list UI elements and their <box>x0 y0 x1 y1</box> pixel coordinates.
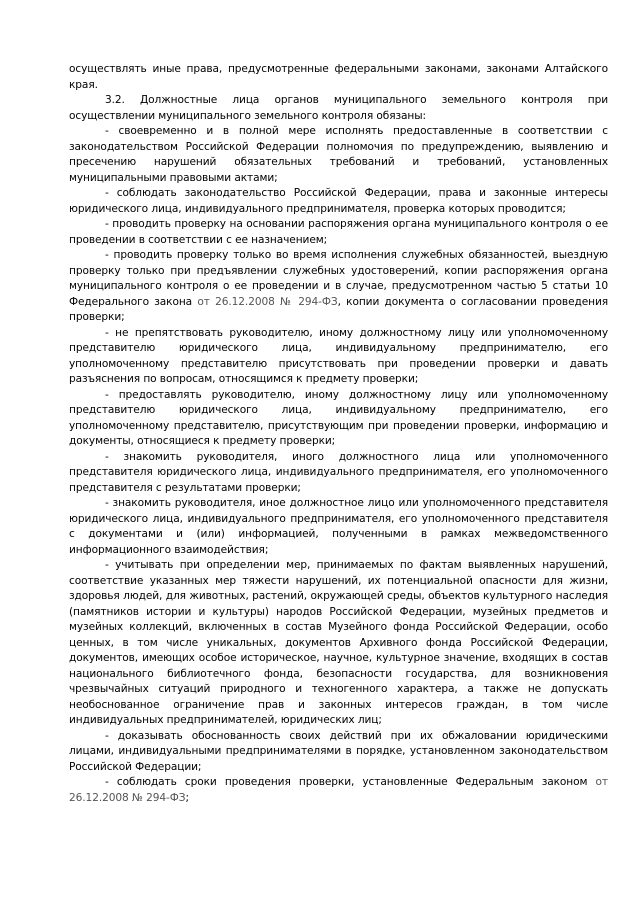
law-reference-link[interactable]: от 26.12.2008 № 294-ФЗ <box>197 295 338 308</box>
paragraph-text: - соблюдать сроки проведения проверки, установленные Федеральным законом <box>105 776 596 788</box>
paragraph-duty-deadlines <box>69 775 608 806</box>
document-page <box>69 62 608 806</box>
paragraph-rights: осуществлять иные права, предусмотренные федеральными законами, законами Алтайского края. <box>69 63 608 91</box>
paragraph-section-3-2: 3.2. Должностные лица органов муниципального земельного контроля при осуществлении муниципального земельного контроля обязаны: <box>69 94 608 122</box>
paragraph-text: , копии документа о согласовании проведения проверки; <box>69 295 609 323</box>
paragraph-duty-measures: - учитывать при определении мер, принимаемых по фактам выявленных нарушений, соответствие указанных мер тяжести нарушений, их потенциальной опасности для жизни, здоровья людей, для животных, растений, окружающей среды, объектов культурного наследия (памятников истории и культуры) народов Российской Федерации, музейных предметов и музейных коллекций, включенных в состав Музейного фонда Российской Федерации, особо ценных, в том числе уникальных, документов Архивного фонда Российской Федерации, документов, имеющих особое историческое, научное, культурное значение, входящих в состав национального библиотечного фонда, безопасности государства, для возникновения чрезвычайных ситуаций природного и техногенного характера, а также не допускать необоснованное ограничение прав и законных интересов граждан, в том числе индивидуальных предпринимателей, юридических лиц; <box>69 559 608 726</box>
paragraph-duty-not-obstruct: - не препятствовать руководителю, иному должностному лицу или уполномоченному представителю юридического лица, индивидуальному предпринимателю, его уполномоченному представителю присутствовать при проведении проверки и давать разъяснения по вопросам, относящимся к предмету проверки; <box>69 326 608 385</box>
paragraph-duty-results: - знакомить руководителя, иного должностного лица или уполномоченного представителя юридического лица, индивидуального предпринимателя, его уполномоченного представителя с результатами проверки; <box>69 450 608 494</box>
paragraph-text: - проводить проверку только во время исполнения служебных обязанностей, выездную проверку только при предъявлении служебных удостоверений, копии распоряжения органа муниципального контроля о ее проведении и в случае, предусмотренном частью 5 статьи 10 Федерального закона <box>69 249 608 308</box>
paragraph-duty-provide-info: - предоставлять руководителю, иному должностному лицу или уполномоченному представителю юридического лица, индивидуальному предпринимателю, его уполномоченному представителю, присутствующим при проведении проверки, информацию и документы, относящиеся к предмету проверки; <box>69 388 608 447</box>
paragraph-duty-documents: - знакомить руководителя, иное должностное лицо или уполномоченного представителя юридического лица, индивидуального предпринимателя, его уполномоченного представителя с документами и (или) информацией, полученными в рамках межведомственного информационного взаимодействия; <box>69 497 608 556</box>
paragraph-duty-powers: - своевременно и в полной мере исполнять предоставленные в соответствии с законодательством Российской Федерации полномочия по предупреждению, выявлению и пресечению нарушений обязательных требований и требований, установленных муниципальными правовыми актами; <box>69 125 608 184</box>
paragraph-duty-inspection-time <box>69 248 608 326</box>
paragraph-text: ; <box>185 791 189 804</box>
paragraph-duty-order: - проводить проверку на основании распоряжения органа муниципального контроля о ее проведении в соответствии с ее назначением; <box>69 218 608 246</box>
paragraph-duty-justify: - доказывать обоснованность своих действий при их обжаловании юридическими лицами, индивидуальными предпринимателями в порядке, установленном законодательством Российской Федерации; <box>69 729 608 773</box>
paragraph-duty-legislation: - соблюдать законодательство Российской Федерации, права и законные интересы юридического лица, индивидуального предпринимателя, проверка которых проводится; <box>69 187 608 215</box>
law-reference-link[interactable]: от 26.12.2008 № 294-ФЗ <box>69 776 608 804</box>
